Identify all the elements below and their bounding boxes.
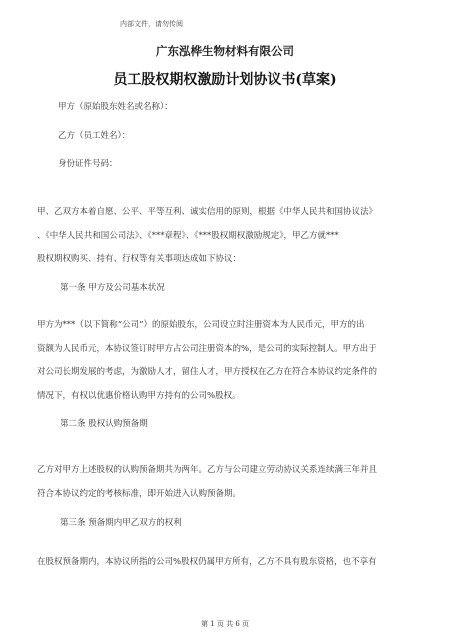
page-number: 第 1 页 共 6 页 bbox=[200, 620, 250, 628]
article-1-line: 情况下，有权以优惠价格认购甲方持有的公司%股权。 bbox=[37, 391, 241, 401]
intro-line: 股权期权购买、持有、行权等有关事项达成如下协议： bbox=[37, 254, 242, 264]
party-a-field: 甲方（原始股东姓名或名称）： bbox=[58, 102, 173, 112]
intro-line: 甲、乙双方本着自愿、公平、平等互利、诚实信用的原则，根据《中华人民共和国协议法》 bbox=[37, 207, 378, 217]
party-b-field: 乙方（员工姓名）： bbox=[58, 131, 131, 141]
article-2-line: 乙方对甲方上述股权的认购预备期共为两年。乙方与公司建立劳动协议关系连续满三年并且 bbox=[37, 465, 378, 475]
company-name: 广东泓桦生物材料有限公司 bbox=[156, 44, 294, 58]
article-3-heading: 第三条 预备期内甲乙双方的权利 bbox=[60, 518, 182, 528]
article-1-line: 对公司长期发展的考虑，为激励人才，留住人才，甲方授权在乙方在符合本协议约定条件的 bbox=[37, 367, 378, 377]
article-1-heading: 第一条 甲方及公司基本状况 bbox=[60, 283, 165, 293]
intro-line: 、《中华人民共和国公司法》、《***章程》、《***股权期权激励规定》，甲乙方就*** bbox=[37, 231, 339, 241]
article-1-line: 甲方为***（以下简称“公司”）的原始股东，公司设立时注册资本为人民币元，甲方的出 bbox=[37, 320, 365, 330]
confidential-note: 内部文件，请勿传阅 bbox=[120, 20, 183, 28]
article-3-line: 在股权预备期内，本协议所指的公司%股权仍属甲方所有，乙方不具有股东资格，也不享有 bbox=[37, 557, 377, 567]
id-number-field: 身份证件号码： bbox=[58, 159, 118, 169]
article-1-line: 资额为人民币元，本协议签订时甲方占公司注册资本的%，是公司的实际控制人。甲方出于 bbox=[37, 344, 377, 354]
article-2-heading: 第二条 股权认购预备期 bbox=[60, 419, 148, 429]
article-2-line: 符合本协议约定的考核标准，即开始进入认购预备期。 bbox=[37, 489, 242, 499]
document-title: 员工股权期权激励计划协议书(草案) bbox=[113, 72, 337, 88]
